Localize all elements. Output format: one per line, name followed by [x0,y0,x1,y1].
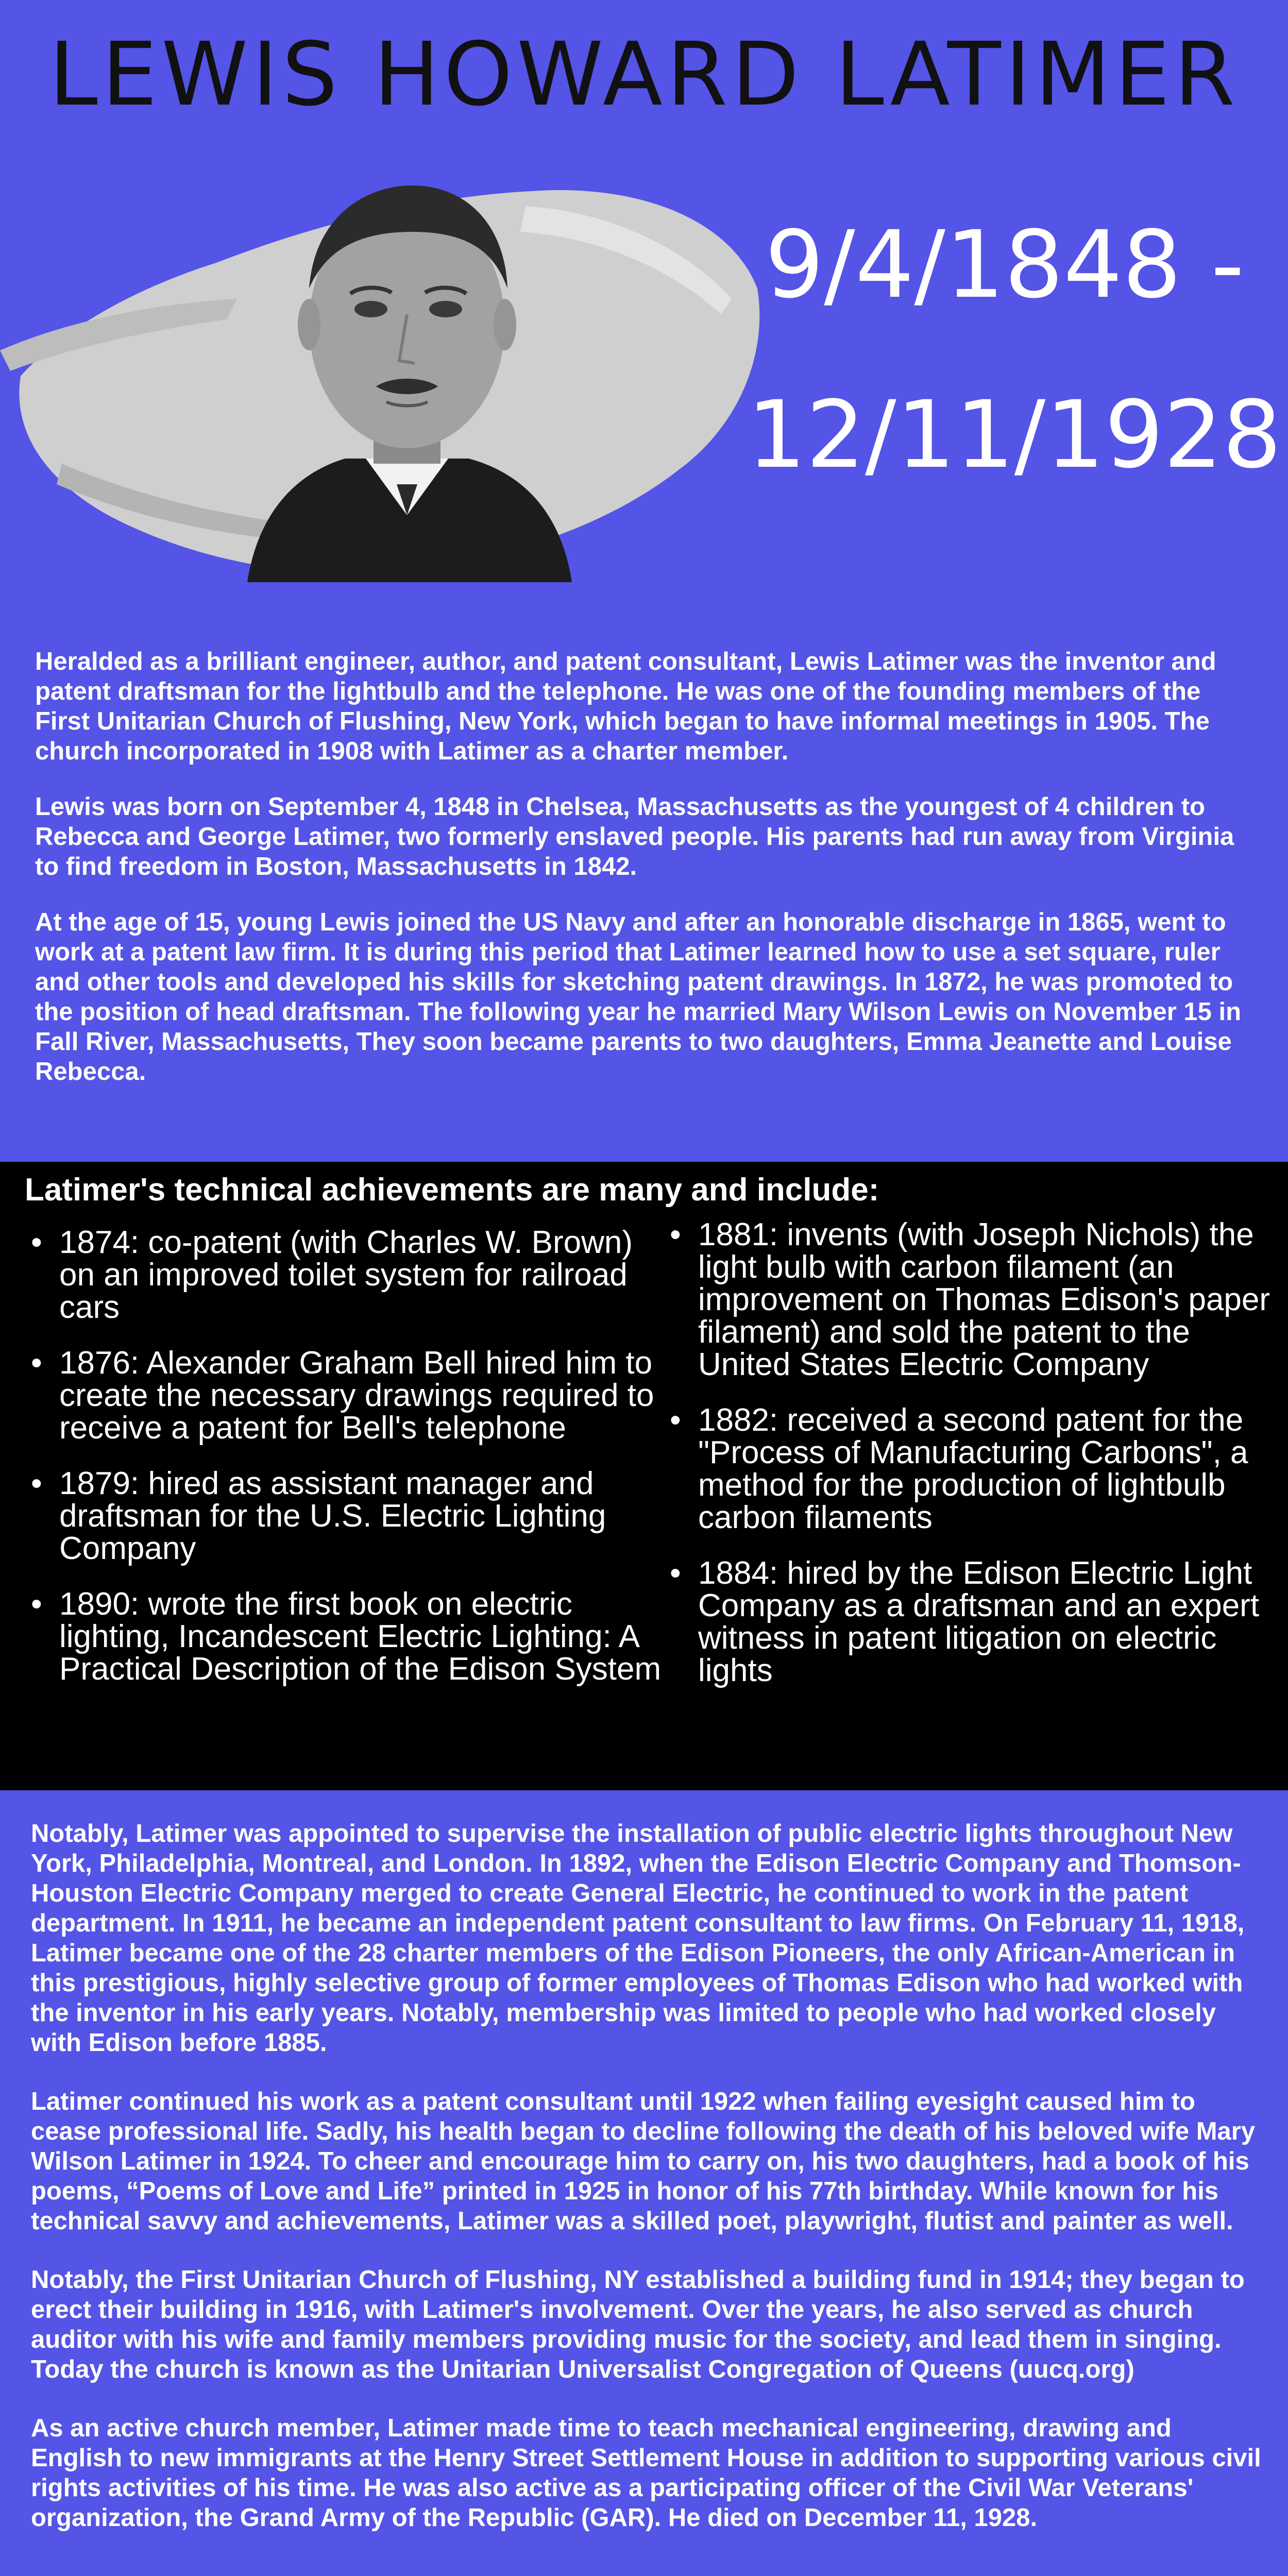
biography-paragraph: Latimer continued his work as a patent consultant until 1922 when failing eyesight caused him to cease professional life. Sadly, his health began to decline following the death of his beloved wife Mary Wilson Latimer in 1924. To cheer and encourage him to carry on, his two daughters, had a book of his poems, “Poems of Love and Life” printed in 1925 in honor of his 77th birthday. While known for his technical savvy and achievements, Latimer was a skilled poet, playwright, flutist and painter as well. [31,2088,1256,2235]
portrait-area [0,134,773,598]
intro-paragraph: At the age of 15, young Lewis joined the US Navy and after an honorable discharge in 1865, went to work at a patent law firm. It is during this period that Latimer learned how to use a set square, ruler and other tools and developed his skills for sketching patent drawings. In 1872, he was promoted to the position of head draftsman. The following year he married Mary Wilson Lewis on November 15 in Fall River, Massachusetts, They soon became parents to two daughters, Emma Jeanette and Louise Rebecca. [35,908,1242,1086]
intro-paragraph: Heralded as a brilliant engineer, author, and patent consultant, Lewis Latimer was the inventor and patent draftsman for the lightbulb and the telephone. He was one of the founding members of the First Unitarian Church of Flushing, New York, which began to have informal meetings in 1905. The church incorporated in 1908 with Latimer as a charter member. [35,648,1216,765]
achievements-heading: Latimer's technical achievements are many and include: [25,1172,879,1208]
achievement-item: • 1882: received a second patent for the "Process of Manufacturing Carbons", a method for the production of lightbulb carbon filaments [670,1404,1278,1534]
achievement-item: • 1884: hired by the Edison Electric Light Company as a draftsman and an expert witness in patent litigation on electric lights [670,1557,1278,1687]
birth-date: 9/4/1848 - [765,211,1245,319]
biography-paragraph: Notably, the First Unitarian Church of Flushing, NY established a building fund in 1914; they began to erect their building in 1916, with Latimer's involvement. Over the years, he also served as church auditor with his wife and family members providing music for the society, and lead them in singing. Today the church is known as the Unitarian Universalist Congregation of Queens (uucq.org) [31,2266,1245,2383]
intro-section [35,647,1261,1112]
achievement-item: • 1881: invents (with Joseph Nichols) the light bulb with carbon filament (an improvement on Thomas Edison's paper filament) and sold the patent to the United States Electric Company [670,1218,1278,1381]
achievement-item: • 1876: Alexander Graham Bell hired him to create the necessary drawings required to receive a patent for Bell's telephone [31,1347,665,1444]
intro-paragraph: Lewis was born on September 4, 1848 in Chelsea, Massachusetts as the youngest of 4 children to Rebecca and George Latimer, two formerly enslaved people. His parents had run away from Virginia to find freedom in Boston, Massachusetts in 1842. [35,793,1234,880]
biography-paragraph: Notably, Latimer was appointed to supervise the installation of public electric lights throughout New York, Philadelphia, Montreal, and London. In 1892, when the Edison Electric Company and Thomson-Houston Electric Company merged to create General Electric, he continued to work in the patent department. In 1911, he became an independent patent consultant to law firms. On February 11, 1918, Latimer became one of the 28 charter members of the Edison Pioneers, the only African-American in this prestigious, highly selective group of former employees of Thomas Edison who had worked with the inventor in his early years. Notably, membership was limited to people who had worked closely with Edison before 1885. [31,1820,1245,2057]
death-date: 12/11/1928 [747,381,1282,489]
achievement-item: • 1890: wrote the first book on electric lighting, Incandescent Electric Lighting: A Practical Description of the Edison System [31,1588,665,1685]
life-dates [747,180,1282,520]
achievement-item: • 1879: hired as assistant manager and draftsman for the U.S. Electric Lighting Company [31,1467,665,1565]
page-title: LEWIS HOWARD LATIMER [49,24,1239,126]
achievements-right-column [670,1218,1278,1710]
portrait-photo [227,155,587,582]
achievement-item: • 1874: co-patent (with Charles W. Brown) on an improved toilet system for railroad cars [31,1226,665,1324]
achievements-left-column [31,1226,665,1708]
biography-paragraph: As an active church member, Latimer made time to teach mechanical engineering, drawing and English to new immigrants at the Henry Street Settlement House in addition to supporting various civil rights activities of his time. He was also active as a participating officer of the Civil War Veterans' organization, the Grand Army of the Republic (GAR). He died on December 11, 1928. [31,2414,1261,2532]
biography-section [31,1819,1267,2562]
